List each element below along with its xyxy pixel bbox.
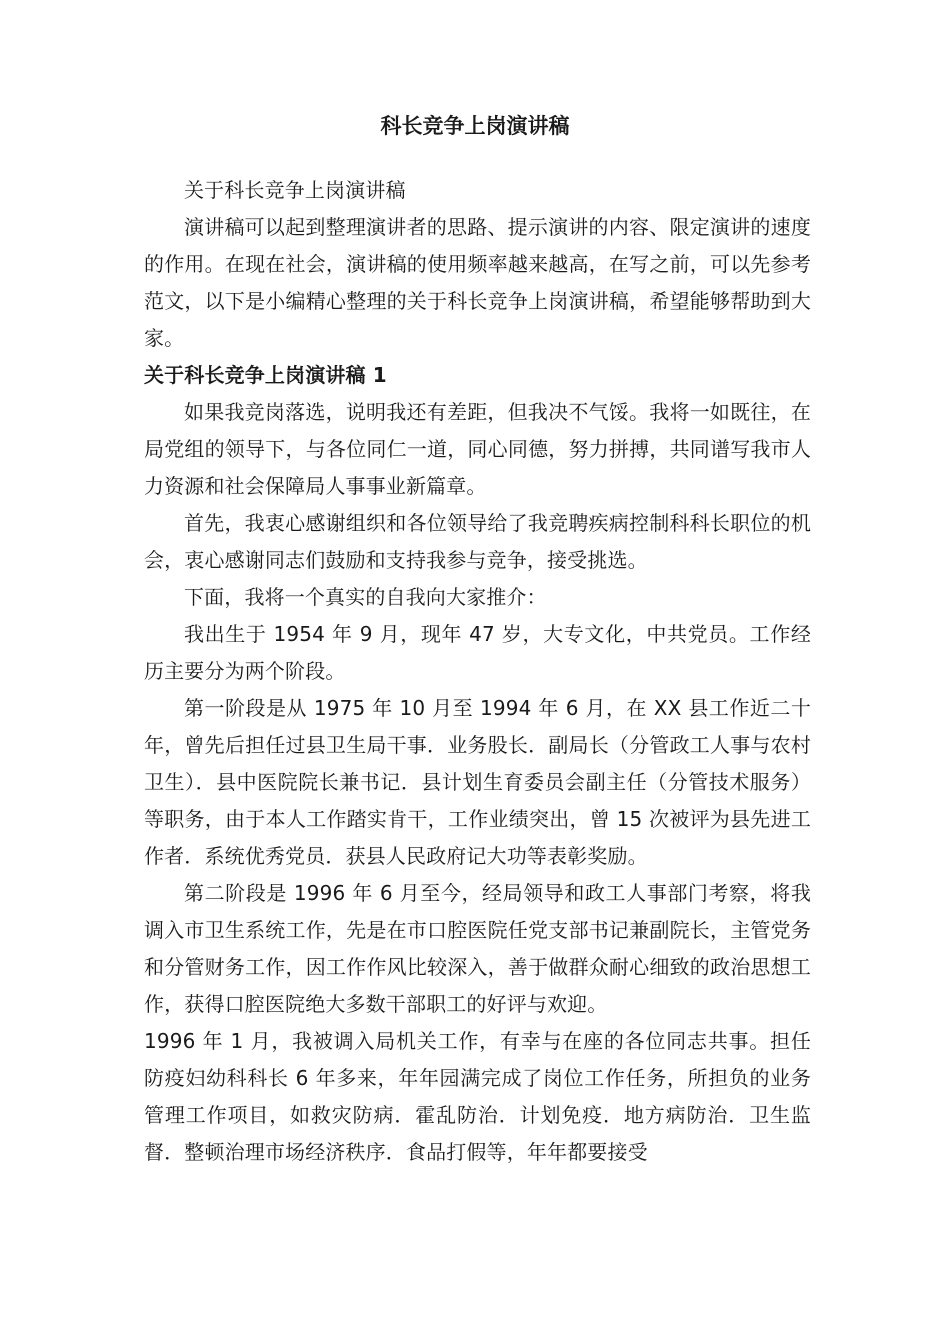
paragraph: 第二阶段是 1996 年 6 月至今，经局领导和政工人事部门考察，将我调入市卫生系统工作，先是在市口腔医院任党支部书记兼副院长，主管党务和分管财务工作，因工作作风比较深入，善于做群众耐心细致的政治思想工作，获得口腔医院绝大多数干部职工的好评与欢迎。 — [144, 881, 811, 1016]
paragraph: 如果我竞岗落选，说明我还有差距，但我决不气馁。我将一如既往，在局党组的领导下，与各位同仁一道，同心同德，努力拼搏，共同谱写我市人力资源和社会保障局人事事业新篇章。 — [144, 400, 811, 498]
paragraph: 首先，我衷心感谢组织和各位领导给了我竞聘疾病控制科科长职位的机会，衷心感谢同志们鼓励和支持我参与竞争，接受挑选。 — [144, 511, 811, 572]
intro-heading: 关于科长竞争上岗演讲稿 — [184, 178, 406, 202]
section-heading: 关于科长竞争上岗演讲稿 1 — [144, 363, 387, 387]
paragraph: 下面，我将一个真实的自我向大家推介： — [184, 585, 547, 609]
document-body — [144, 172, 811, 1171]
continuation-paragraph: 1996 年 1 月，我被调入局机关工作，有幸与在座的各位同志共事。担任防疫妇幼科科长 6 年多来，年年园满完成了岗位工作任务，所担负的业务管理工作项目，如救灾防病．霍乱防治．计划免疫．地方病防治．卫生监督．整顿治理市场经济秩序．食品打假等，年年都要接受 — [144, 1029, 811, 1164]
intro-paragraph: 演讲稿可以起到整理演讲者的思路、提示演讲的内容、限定演讲的速度的作用。在现在社会，演讲稿的使用频率越来越高，在写之前，可以先参考范文，以下是小编精心整理的关于科长竞争上岗演讲稿，希望能够帮助到大家。 — [144, 215, 811, 350]
paragraph: 第一阶段是从 1975 年 10 月至 1994 年 6 月，在 XX 县工作近二十年，曾先后担任过县卫生局干事．业务股长．副局长（分管政工人事与农村卫生）．县中医院院长兼书记．县计划生育委员会副主任（分管技术服务）等职务，由于本人工作踏实肯干，工作业绩突出，曾 15 次被评为县先进工作者．系统优秀党员．获县人民政府记大功等表彰奖励。 — [144, 696, 811, 868]
document-title: 科长竞争上岗演讲稿 — [380, 114, 570, 138]
paragraph: 我出生于 1954 年 9 月，现年 47 岁，大专文化，中共党员。工作经历主要分为两个阶段。 — [144, 622, 811, 683]
